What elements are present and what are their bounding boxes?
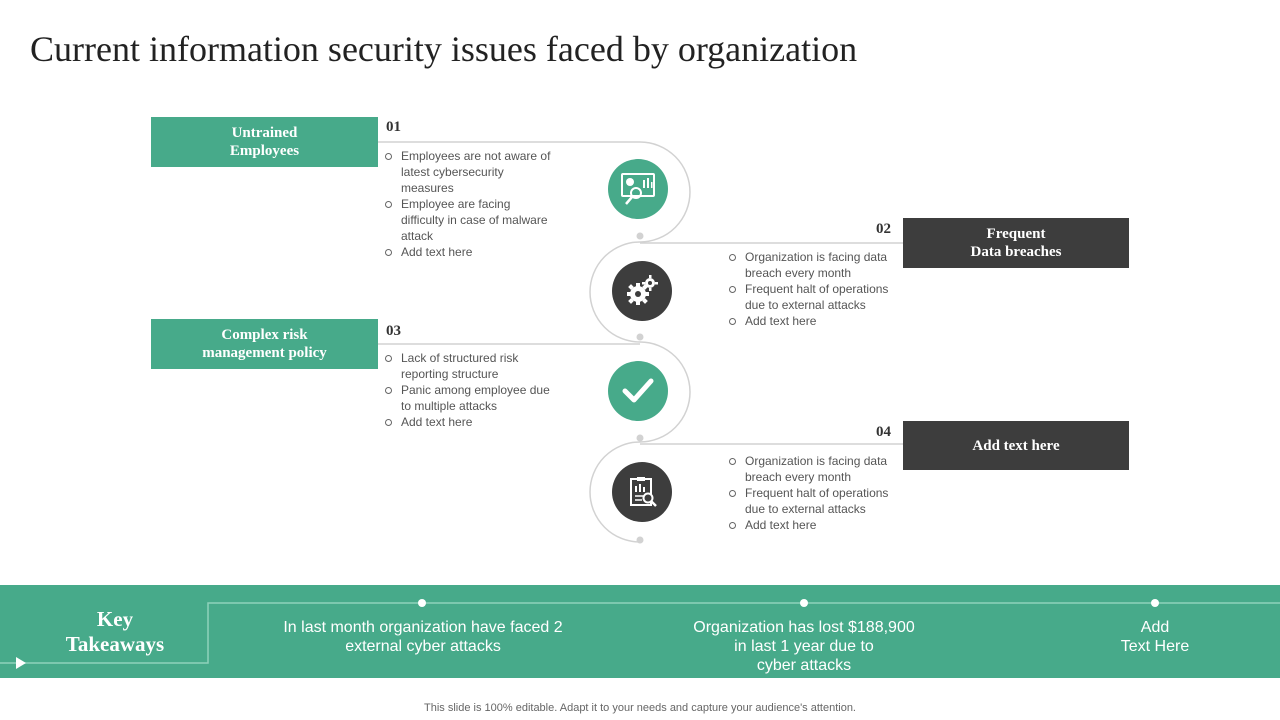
gears-icon [612, 261, 672, 321]
issue-3-label: Complex risk management policy [151, 319, 378, 369]
issue-4-number: 04 [876, 424, 891, 440]
issue-1-bullet: Employee are facing difficulty in case of malware attack [383, 196, 553, 244]
connector-dot [637, 537, 644, 544]
issue-4-bullets [727, 453, 899, 533]
issue-1-number: 01 [386, 119, 401, 135]
connector-dot [637, 233, 644, 240]
issue-1-bullet: Employees are not aware of latest cybersecurity measures [383, 148, 553, 196]
key-takeaways-heading: Key Takeaways [65, 607, 165, 656]
issue-3-bullet: Panic among employee due to multiple attacks [383, 382, 553, 414]
issue-2-number: 02 [876, 221, 891, 237]
issue-4-bullet: Organization is facing data breach every month [727, 453, 899, 485]
page-title: Current information security issues faced by organization [30, 29, 858, 69]
issue-2-bullet: Organization is facing data breach every month [727, 249, 899, 281]
issue-3-bullet: Add text here [383, 414, 553, 430]
issue-3-number: 03 [386, 323, 401, 339]
footer-note: This slide is 100% editable. Adapt it to your needs and capture your audience's attention. [424, 702, 856, 714]
issue-2-bullet: Add text here [727, 313, 899, 329]
report-search-icon [612, 462, 672, 522]
connector-dot [637, 435, 644, 442]
issue-1-bullets [383, 148, 553, 260]
issue-1-label: Untrained Employees [151, 117, 378, 167]
issue-4-bullet: Add text here [727, 517, 899, 533]
issue-2-bullets [727, 249, 899, 329]
issue-1-bullet: Add text here [383, 244, 553, 260]
key-takeaways-banner [0, 585, 1280, 678]
takeaway-1: In last month organization have faced 2 external cyber attacks [283, 619, 563, 655]
issue-3-bullet: Lack of structured risk reporting structure [383, 350, 553, 382]
issue-2-label: Frequent Data breaches [903, 218, 1129, 268]
takeaway-2: Organization has lost $188,900 in last 1 year due to cyber attacks [693, 619, 915, 674]
issue-3-bullets [383, 350, 553, 430]
takeaway-3: Add Text Here [1120, 619, 1190, 655]
issue-4-label: Add text here [903, 421, 1129, 470]
issue-4-bullet: Frequent halt of operations due to external attacks [727, 485, 899, 517]
connector-dot [637, 334, 644, 341]
monitor-search-icon [608, 159, 668, 219]
issue-2-bullet: Frequent halt of operations due to external attacks [727, 281, 899, 313]
check-icon [608, 361, 668, 421]
